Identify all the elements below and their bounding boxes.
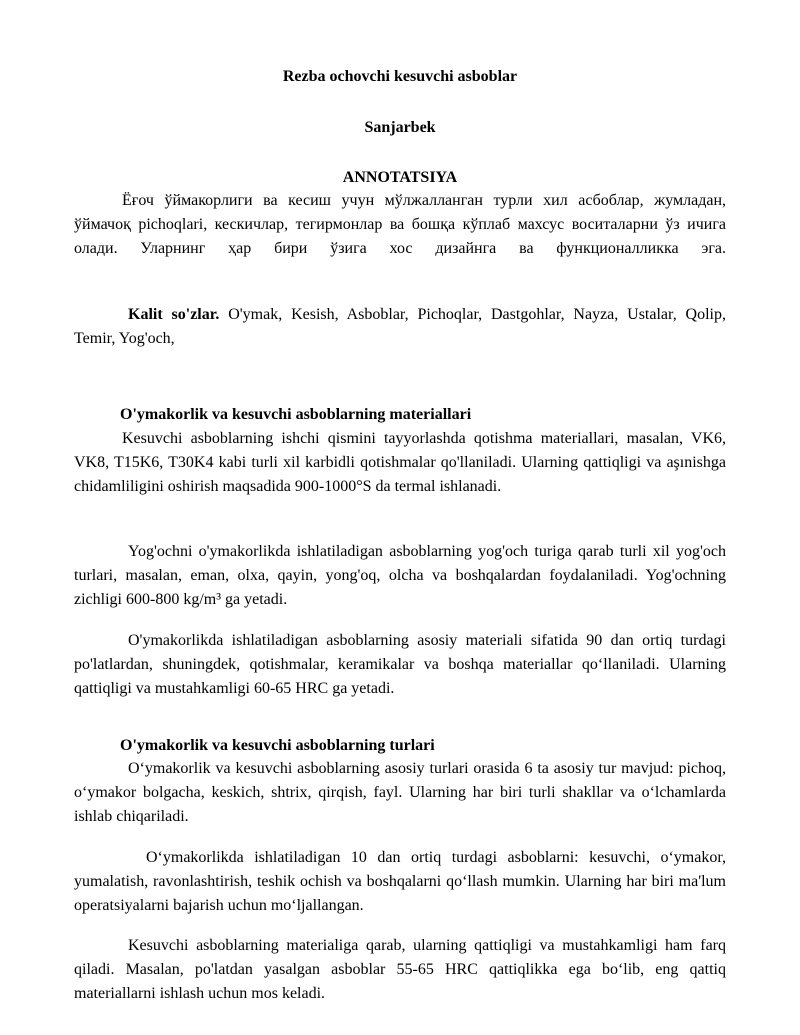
annotation-paragraph: Ёғоч ўймакорлиги ва кесиш учун мўлжалланган турли хил асбоблар, жумладан, ўймачоқ pichoqlari, кескичлар, тегирмонлар ва бошқа кўплаб махсус воситаларни ўз ичига олади. Уларнинг ҳар бири ўзига хос дизайнга ва функционалликка эга. — [74, 192, 726, 257]
materials-paragraph-1: Kesuvchi asboblarning ishchi qismini tayyorlashda qotishma materiallari, masalan, VK6, VK8, T15K6, T30K4 kabi turli xil karbidli qotishmalar qo'llaniladi. Ularning qattiqligi va aşınishga chidamliligini oshirish maqsadida 900-1000°S da termal ishlanadi. — [74, 430, 726, 495]
types-paragraph-2: O‘ymakorlikda ishlatiladigan 10 dan ortiq turdagi asboblarni: kesuvchi, o‘ymakor, yumalatish, ravonlashtirish, teshik ochish va boshqalarni qo‘llash mumkin. Ularning har biri ma'lum operatsiyalarni bajarish uchun mo‘ljallangan. — [74, 849, 726, 914]
section-heading-types: O'ymakorlik va kesuvchi asboblarning turlari — [120, 737, 435, 754]
materials-paragraph-3: O'ymakorlikda ishlatiladigan asboblarning asosiy materiali sifatida 90 dan ortiq turdagi po'latlardan, shuningdek, qotishmalar, keramikalar va boshqa materiallar qo‘llaniladi. Ularning qattiqligi va mustahkamligi 60-65 HRC ga yetadi. — [74, 632, 726, 697]
keywords-paragraph — [74, 303, 726, 351]
section-heading-materials: O'ymakorlik va kesuvchi asboblarning materiallari — [120, 406, 472, 423]
keywords-list: O'ymak, Kesish, Asboblar, Pichoqlar, Dastgohlar, Nayza, Ustalar, Qolip, Temir, Yog'och, — [74, 306, 727, 347]
materials-paragraph-2: Yog'ochni o'ymakorlikda ishlatiladigan asboblarning yog'och turiga qarab turli xil yog'och turlari, masalan, eman, olxa, qayin, yong'oq, olcha va boshqalardan foydalaniladi. Yog'ochning zichligi 600-800 kg/m³ ga yetadi. — [74, 543, 726, 608]
document-title: Rezba ochovchi kesuvchi asboblar — [282, 68, 518, 85]
keywords-label: Kalit so'zlar. — [128, 306, 220, 323]
types-paragraph-3: Kesuvchi asboblarning materialiga qarab, ularning qattiqligi va mustahkamligi ham farq qiladi. Masalan, po'latdan yasalgan asboblar 55-65 HRC qattiqlikka ega bo‘lib, eng qattiq materiallarni ishlash uchun mos keladi. — [74, 937, 726, 1002]
types-paragraph-1: O‘ymakorlik va kesuvchi asboblarning asosiy turlari orasida 6 ta asosiy tur mavjud: pichoq, o‘ymakor bolgacha, keskich, shtrix, qirqish, fayl. Ularning har biri turli shakllar va o‘lchamlarda ishlab chiqariladi. — [74, 760, 726, 825]
annotation-heading: ANNOTATSIYA — [342, 169, 458, 186]
document-author: Sanjarbek — [364, 119, 436, 136]
